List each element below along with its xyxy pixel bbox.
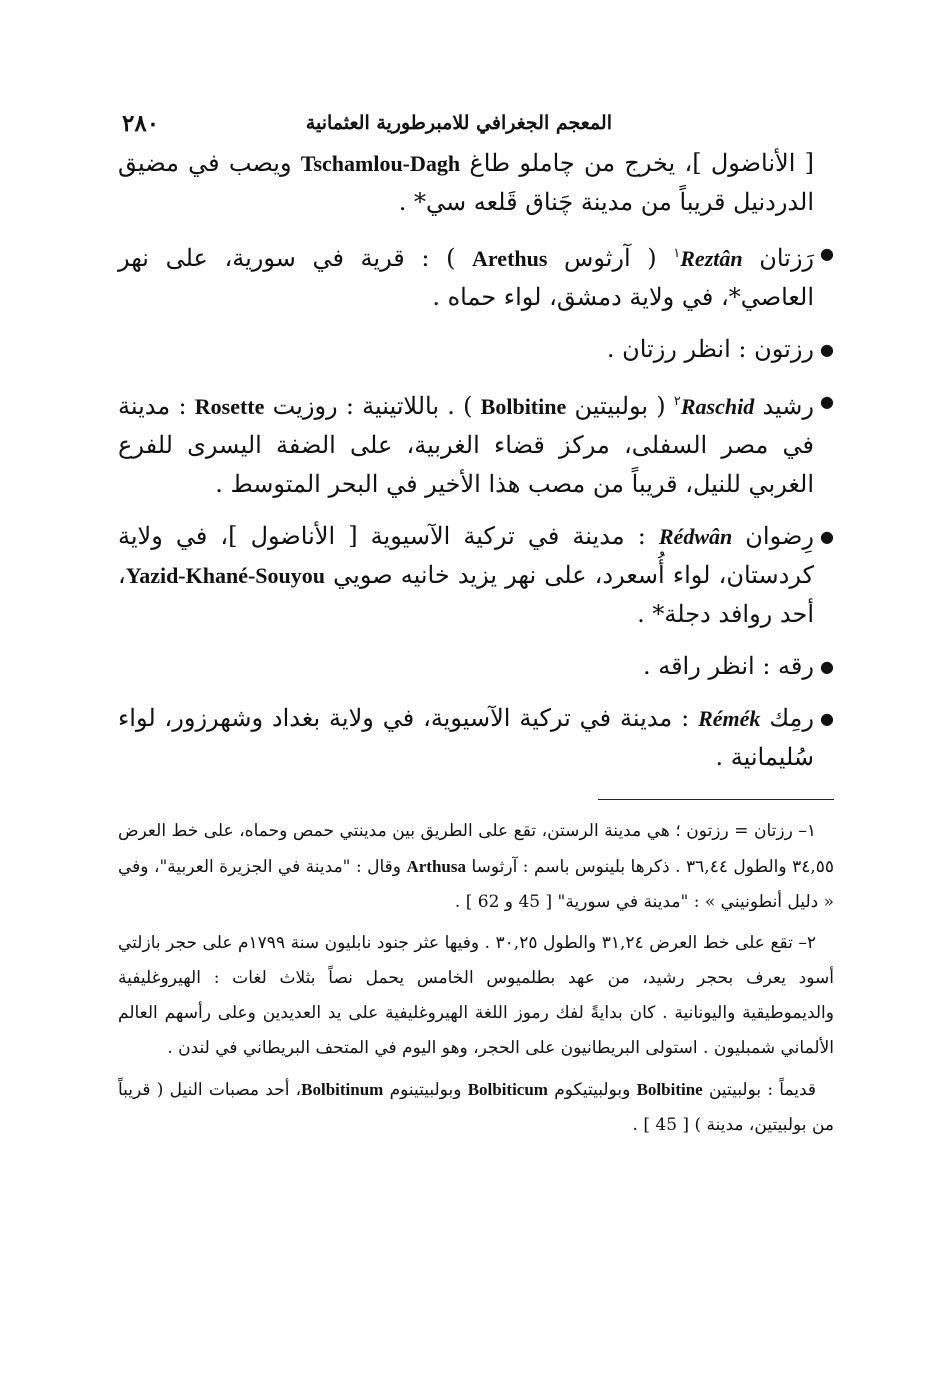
page-number: ٢٨٠ — [122, 110, 160, 137]
bullet-icon: ● — [820, 340, 834, 359]
entry-latin-name: Raschid — [680, 394, 755, 419]
continued-entry: [ الأناضول ]، يخرج من چاملو طاغ Tschamlou-Dagh ويصب في مضيق الدردنيل قريباً من مدينة چَناق قَلعه سي* . — [118, 149, 814, 216]
footnote-divider — [598, 799, 834, 800]
main-text — [118, 144, 834, 777]
book-page — [118, 100, 834, 1149]
bullet-icon: ● — [820, 392, 834, 411]
bullet-icon: ● — [820, 657, 834, 676]
latin-term: Bolbitine — [480, 394, 567, 419]
latin-term: Bolbiticum — [467, 1080, 548, 1099]
bullet-icon: ● — [820, 244, 834, 263]
latin-term: Arthusa — [406, 857, 466, 876]
latin-term: Bolbitinum — [301, 1080, 384, 1099]
entry-remek: ● رمِك Rémék : مدينة في تركية الآسيوية، في ولاية بغداد وشهرزور، لواء سُليمانية . — [118, 699, 834, 777]
latin-term: Yazid-Khané-Souyou — [125, 563, 326, 588]
running-title: المعجم الجغرافي للامبرطورية العثمانية — [305, 112, 612, 134]
entry-raqqa: ● رقه : انظر راقه . — [118, 647, 834, 686]
entry-redwan: ● رِضوان Rédwân : مدينة في تركية الآسيوية [ الأناضول ]، في ولاية كردستان، لواء أُسعرد، على نهر يزيد خانيه صويي Yazid-Khané-Souyou، أحد روافد دجلة* . — [118, 517, 834, 634]
entry-headword: رشيد — [762, 392, 814, 420]
latin-term: Arethus — [472, 246, 548, 271]
entry-headword: رِضوان — [745, 522, 814, 550]
entry-latin-name: Reztân — [680, 246, 743, 271]
entry-headword: رمِك — [769, 704, 814, 732]
footnote-1: ١– رزتان = رزتون ؛ هي مدينة الرستن، تقع على الطريق بين مدينتي حمص وحماه، على خط العرض ٣٤,٥٥ والطول ٣٦,٤٤ . ذكرها بلينوس باسم : آرثوسا Arthusa وقال : "مدينة في الجزيرة العربية"، وفي « دليل أنطونيني » : "مدينة في سورية" [ 45 و 62 ] . — [118, 821, 835, 912]
footnote-marker: ١ — [673, 246, 681, 261]
entry-latin-name: Rémék — [698, 706, 761, 731]
bullet-icon: ● — [820, 527, 834, 546]
entry-reztan: ● رَزتان Reztân$^١$ ( آرثوس Arethus ) : قرية في سورية، على نهر العاصي*، في ولاية دمشق، لواء حماه . — [118, 234, 834, 317]
footnote-2: ٢– تقع على خط العرض ٣١,٢٤ والطول ٣٠,٢٥ . وفيها عثر جنود نابليون سنة ١٧٩٩م على حجر بازلتي أسود يعرف بحجر رشيد، من عهد بطلميوس الخامس يحمل نصاً بثلاث لغات : الهيروغليفية والديموطيقية واليونانية . كان بدايةً لفك رموز اللغة الهيروغليفية على يد العديدين وعلى رأسهم العالم الألماني شمبليون . استولى البريطانيون على الحجر، وهو اليوم في المتحف البريطاني في لندن . — [118, 933, 834, 1058]
entry-raschid: ● رشيد Raschid$^٢$ ( بولبيتين Bolbitine ) . باللاتينية : روزيت Rosette : مدينة في مصر السفلى، مركز قضاء الغربية، على الضفة اليسرى للفرع الغربي للنيل، قريباً من مصب هذا الأخير في البحر المتوسط . — [118, 382, 834, 504]
latin-term: Bolbitine — [636, 1080, 703, 1099]
page-header — [118, 100, 834, 142]
latin-term: Tschamlou-Dagh — [300, 151, 461, 176]
entry-reztoun: ● رزتون : انظر رزتان . — [118, 330, 834, 369]
bullet-icon: ● — [820, 709, 834, 728]
footnote-marker: ٢ — [673, 394, 681, 409]
footnotes — [118, 814, 834, 1143]
entry-headword: رَزتان — [759, 244, 815, 272]
latin-term: Rosette — [194, 394, 265, 419]
footnote-2-continued: قديماً : بولبيتين Bolbitine وبولبيتيكوم Bolbiticum وبولبيتينوم Bolbitinum، أحد مصبات النيل ( قريباً من بولبيتين، مدينة ) [ 45 ] . — [118, 1080, 834, 1135]
entry-latin-name: Rédwân — [658, 524, 733, 549]
